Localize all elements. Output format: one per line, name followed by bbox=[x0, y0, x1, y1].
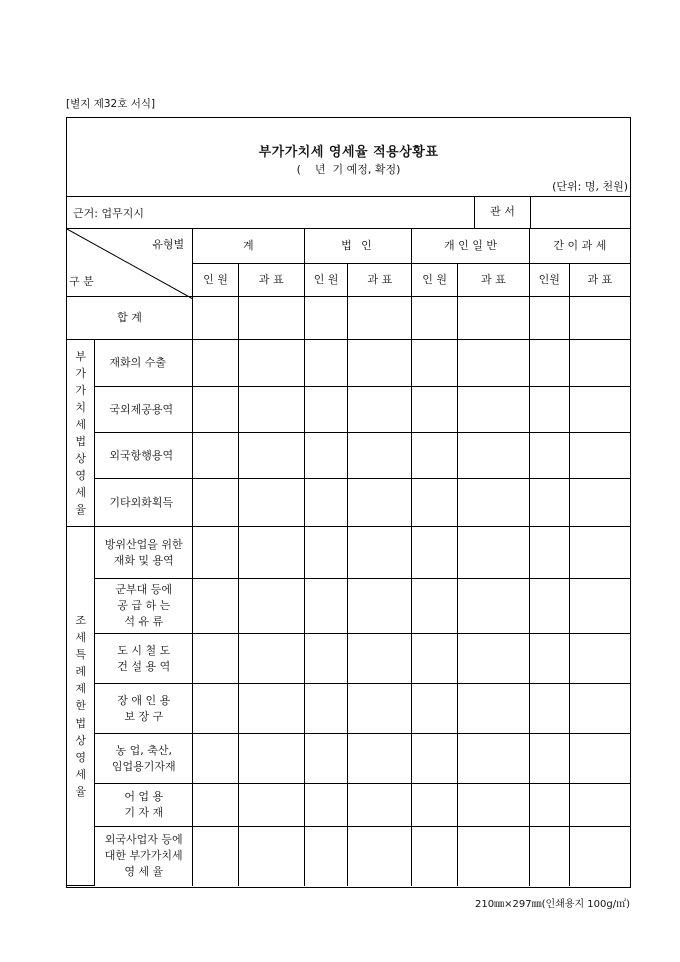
data-cell[interactable] bbox=[348, 340, 412, 387]
row-label: 어 업 용 기 자 재 bbox=[95, 784, 193, 827]
subheader-tax-base: 과 표 bbox=[238, 264, 304, 297]
data-cell[interactable] bbox=[412, 684, 458, 734]
data-cell[interactable] bbox=[569, 634, 630, 684]
subheader-tax-base: 과 표 bbox=[569, 264, 630, 297]
data-cell[interactable] bbox=[569, 433, 630, 479]
data-cell[interactable] bbox=[193, 340, 239, 387]
data-cell[interactable] bbox=[412, 479, 458, 527]
data-cell[interactable] bbox=[348, 634, 412, 684]
data-cell[interactable] bbox=[238, 527, 304, 579]
page-title: 부가가치세 영세율 적용상황표 bbox=[258, 145, 439, 160]
form-container bbox=[66, 117, 631, 888]
data-cell[interactable] bbox=[193, 734, 239, 784]
data-cell[interactable] bbox=[348, 387, 412, 433]
subheader-headcount: 인 원 bbox=[304, 264, 348, 297]
data-cell[interactable] bbox=[304, 297, 348, 340]
table-row bbox=[67, 784, 630, 827]
data-cell[interactable] bbox=[304, 684, 348, 734]
table-row bbox=[67, 827, 630, 886]
data-cell[interactable] bbox=[412, 827, 458, 886]
data-cell[interactable] bbox=[569, 684, 630, 734]
data-cell[interactable] bbox=[304, 579, 348, 634]
section-label-special: 조세특례제한법상영세율 bbox=[67, 527, 95, 886]
data-cell[interactable] bbox=[193, 297, 239, 340]
data-cell[interactable] bbox=[529, 827, 569, 886]
data-cell[interactable] bbox=[529, 297, 569, 340]
data-cell[interactable] bbox=[304, 827, 348, 886]
subheader-headcount: 인 원 bbox=[193, 264, 239, 297]
data-cell[interactable] bbox=[193, 579, 239, 634]
row-label: 외국항행용역 bbox=[95, 433, 193, 479]
data-cell[interactable] bbox=[569, 579, 630, 634]
data-cell[interactable] bbox=[238, 634, 304, 684]
data-cell[interactable] bbox=[458, 479, 530, 527]
data-cell[interactable] bbox=[304, 634, 348, 684]
row-label: 외국사업자 등에 대한 부가가치세 영 세 율 bbox=[95, 827, 193, 886]
office-label: 관 서 bbox=[474, 196, 531, 228]
data-cell[interactable] bbox=[304, 734, 348, 784]
row-label: 군부대 등에 공 급 하 는 석 유 류 bbox=[95, 579, 193, 634]
data-cell[interactable] bbox=[412, 734, 458, 784]
data-cell[interactable] bbox=[348, 297, 412, 340]
table-row bbox=[67, 387, 630, 433]
data-cell[interactable] bbox=[569, 527, 630, 579]
row-label: 농 업, 축산, 임업용기자재 bbox=[95, 734, 193, 784]
title-area bbox=[67, 118, 630, 197]
data-cell[interactable] bbox=[529, 684, 569, 734]
data-cell[interactable] bbox=[412, 784, 458, 827]
data-cell[interactable] bbox=[238, 734, 304, 784]
data-cell[interactable] bbox=[458, 579, 530, 634]
group-header-total: 계 bbox=[193, 229, 305, 264]
data-cell[interactable] bbox=[193, 634, 239, 684]
data-cell[interactable] bbox=[193, 479, 239, 527]
table-row bbox=[67, 433, 630, 479]
data-cell[interactable] bbox=[458, 297, 530, 340]
group-header-corporate: 법 인 bbox=[304, 229, 412, 264]
data-cell[interactable] bbox=[458, 387, 530, 433]
data-cell[interactable] bbox=[193, 784, 239, 827]
data-cell[interactable] bbox=[569, 784, 630, 827]
table-row bbox=[67, 579, 630, 634]
data-cell[interactable] bbox=[529, 387, 569, 433]
row-label: 장 애 인 용 보 장 구 bbox=[95, 684, 193, 734]
data-cell[interactable] bbox=[348, 734, 412, 784]
table-row bbox=[67, 479, 630, 527]
basis-row bbox=[67, 196, 630, 229]
data-cell[interactable] bbox=[348, 579, 412, 634]
data-cell[interactable] bbox=[238, 387, 304, 433]
data-cell[interactable] bbox=[304, 387, 348, 433]
subheader-headcount: 인원 bbox=[529, 264, 569, 297]
data-cell[interactable] bbox=[348, 527, 412, 579]
table-row bbox=[67, 527, 630, 579]
basis-text: 근거: 업무지시 bbox=[73, 207, 144, 220]
table-row bbox=[67, 634, 630, 684]
data-cell[interactable] bbox=[529, 734, 569, 784]
data-cell[interactable] bbox=[412, 579, 458, 634]
section-label-vat: 부가가치세법상영세율 bbox=[67, 340, 95, 527]
data-cell[interactable] bbox=[569, 734, 630, 784]
total-row bbox=[67, 297, 630, 340]
group-header-simplified: 간 이 과 세 bbox=[529, 229, 630, 264]
subheader-headcount: 인 원 bbox=[412, 264, 458, 297]
table-row bbox=[67, 734, 630, 784]
subheader-tax-base: 과 표 bbox=[458, 264, 530, 297]
data-cell[interactable] bbox=[458, 340, 530, 387]
row-label: 국외제공용역 bbox=[95, 387, 193, 433]
data-cell[interactable] bbox=[569, 297, 630, 340]
row-label: 재화의 수출 bbox=[95, 340, 193, 387]
data-cell[interactable] bbox=[458, 684, 530, 734]
data-cell[interactable] bbox=[304, 340, 348, 387]
table-row bbox=[67, 684, 630, 734]
period-subtitle: ( 년 기 예정, 확정) bbox=[296, 163, 401, 176]
diagonal-header-cell bbox=[67, 229, 193, 297]
data-cell[interactable] bbox=[193, 684, 239, 734]
data-cell[interactable] bbox=[304, 784, 348, 827]
data-cell[interactable] bbox=[238, 479, 304, 527]
data-cell[interactable] bbox=[529, 527, 569, 579]
data-cell[interactable] bbox=[193, 387, 239, 433]
data-cell[interactable] bbox=[569, 827, 630, 886]
data-cell[interactable] bbox=[412, 297, 458, 340]
type-label: 유형별 bbox=[152, 238, 185, 251]
data-cell[interactable] bbox=[193, 433, 239, 479]
data-cell[interactable] bbox=[193, 827, 239, 886]
data-cell[interactable] bbox=[569, 387, 630, 433]
data-cell[interactable] bbox=[458, 634, 530, 684]
data-cell[interactable] bbox=[458, 734, 530, 784]
row-label: 도 시 철 도 건 설 용 역 bbox=[95, 634, 193, 684]
data-cell[interactable] bbox=[348, 433, 412, 479]
data-cell[interactable] bbox=[412, 634, 458, 684]
data-cell[interactable] bbox=[458, 784, 530, 827]
data-cell[interactable] bbox=[412, 387, 458, 433]
data-cell[interactable] bbox=[458, 827, 530, 886]
row-label: 방위산업을 위한 재화 및 용역 bbox=[95, 527, 193, 579]
header-row-1 bbox=[67, 229, 630, 264]
data-cell[interactable] bbox=[304, 479, 348, 527]
group-header-individual: 개 인 일 반 bbox=[412, 229, 530, 264]
data-cell[interactable] bbox=[412, 340, 458, 387]
data-cell[interactable] bbox=[458, 433, 530, 479]
paper-size-footer: 210㎜×297㎜(인쇄용지 100g/㎡) bbox=[475, 899, 630, 910]
data-cell[interactable] bbox=[304, 433, 348, 479]
data-cell[interactable] bbox=[529, 784, 569, 827]
data-cell[interactable] bbox=[238, 684, 304, 734]
data-cell[interactable] bbox=[529, 579, 569, 634]
data-cell[interactable] bbox=[304, 527, 348, 579]
data-cell[interactable] bbox=[412, 433, 458, 479]
data-cell[interactable] bbox=[348, 684, 412, 734]
unit-label: (단위: 명, 천원) bbox=[552, 180, 628, 193]
data-cell[interactable] bbox=[569, 340, 630, 387]
data-cell[interactable] bbox=[238, 827, 304, 886]
data-cell[interactable] bbox=[529, 433, 569, 479]
data-cell[interactable] bbox=[348, 479, 412, 527]
data-cell[interactable] bbox=[238, 784, 304, 827]
office-value-field[interactable] bbox=[530, 196, 630, 228]
data-cell[interactable] bbox=[193, 527, 239, 579]
form-label: [별지 제32호 서식] bbox=[66, 98, 156, 110]
total-label: 합 계 bbox=[67, 297, 193, 340]
data-cell[interactable] bbox=[458, 527, 530, 579]
status-table bbox=[67, 228, 630, 886]
data-cell[interactable] bbox=[348, 827, 412, 886]
row-label: 기타외화획득 bbox=[95, 479, 193, 527]
data-cell[interactable] bbox=[412, 527, 458, 579]
table-row bbox=[67, 340, 630, 387]
data-cell[interactable] bbox=[569, 479, 630, 527]
category-label: 구 분 bbox=[69, 275, 94, 289]
data-cell[interactable] bbox=[529, 479, 569, 527]
data-cell[interactable] bbox=[238, 297, 304, 340]
data-cell[interactable] bbox=[238, 433, 304, 479]
data-cell[interactable] bbox=[348, 784, 412, 827]
data-cell[interactable] bbox=[529, 634, 569, 684]
data-cell[interactable] bbox=[238, 579, 304, 634]
subheader-tax-base: 과 표 bbox=[348, 264, 412, 297]
data-cell[interactable] bbox=[529, 340, 569, 387]
data-cell[interactable] bbox=[238, 340, 304, 387]
